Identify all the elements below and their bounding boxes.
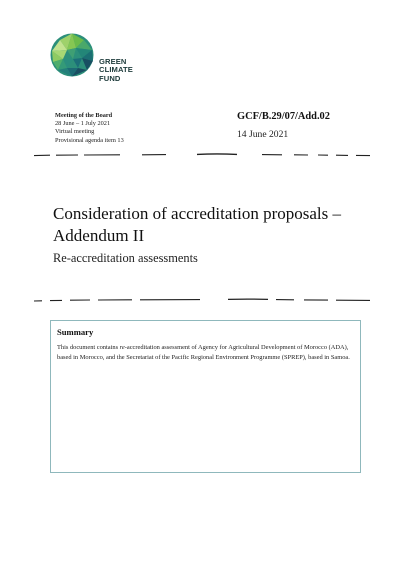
document-code: GCF/B.29/07/Add.02: [237, 111, 330, 122]
agenda-item: Provisional agenda item 13: [55, 136, 124, 144]
document-title: Consideration of accreditation proposals – Addendum II: [53, 204, 341, 245]
summary-box: [50, 320, 361, 473]
logo-line-2: CLIMATE: [99, 65, 133, 75]
meeting-label: Meeting of the Board: [55, 112, 113, 119]
summary-text-italic: re: [119, 344, 125, 351]
summary-heading: Summary: [57, 327, 94, 337]
top-divider: [32, 152, 372, 158]
logo-line-3: FUND: [99, 73, 121, 83]
document-date: 14 June 2021: [237, 129, 289, 140]
logo-wordmark: [99, 58, 133, 83]
summary-text-intro: This document contains: [57, 344, 120, 351]
logo-line-1: GREEN: [99, 57, 127, 66]
document-info: [237, 110, 330, 141]
meeting-mode: Virtual meeting: [55, 128, 95, 136]
gcf-globe-icon: [49, 32, 95, 78]
document-subtitle: Re-accreditation assessments: [53, 251, 198, 265]
bottom-divider: [32, 297, 372, 303]
summary-text: [57, 343, 357, 363]
summary-text-body: -accreditation assessment of Agency for Agricultural Development of Morocco (ADA), based in Morocco, and the Secretariat of the Pacific Regional Environment Programme (SPREP), based in Samoa.: [57, 344, 350, 361]
meeting-info: [55, 112, 124, 145]
meeting-dates: 28 June – 1 July 2021: [55, 120, 111, 128]
gcf-logo: [49, 32, 145, 92]
